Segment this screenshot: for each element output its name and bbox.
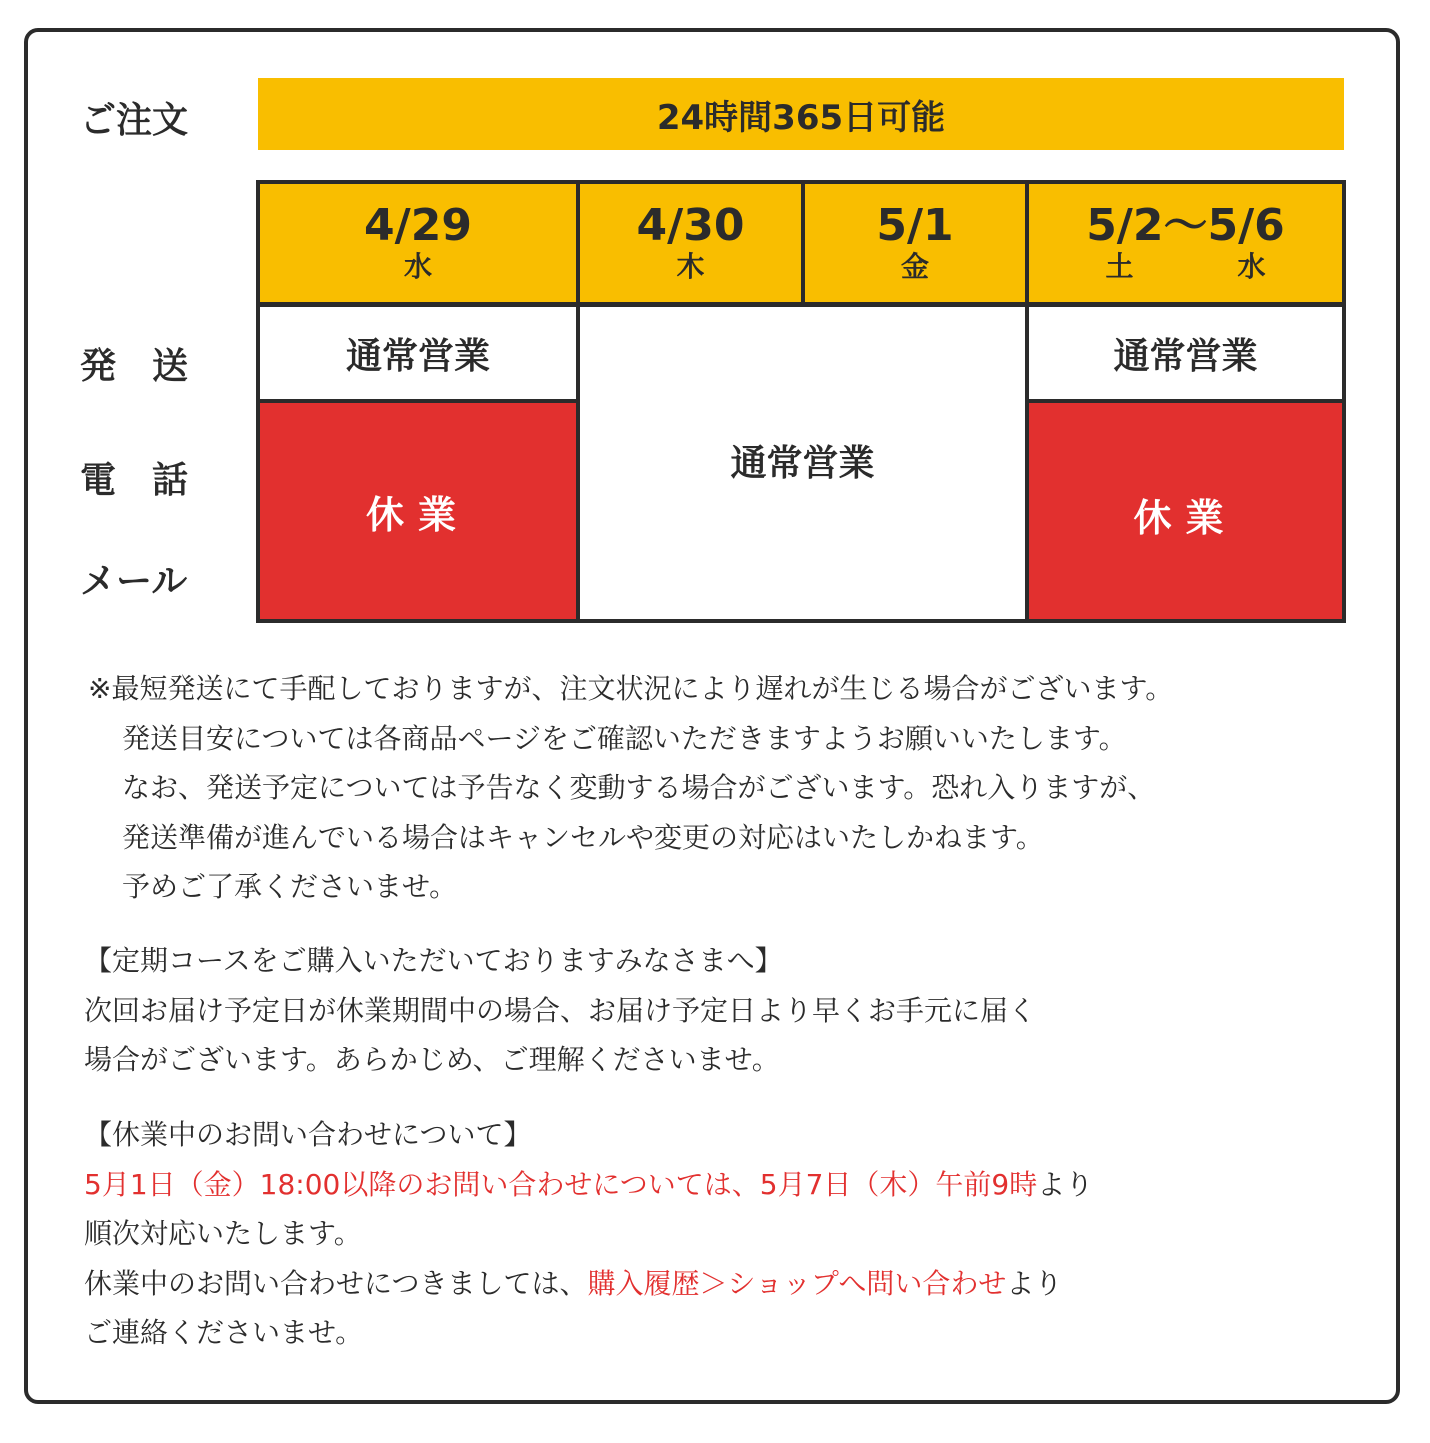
inquiry-heading: 【休業中のお問い合わせについて】 bbox=[84, 1118, 532, 1151]
note-line: 発送目安については各商品ページをご確認いただきますようお願いいたします。 bbox=[122, 721, 1127, 755]
status-text: 通常営業 bbox=[730, 443, 875, 484]
subscription-heading: 【定期コースをご購入いただいておりますみなさまへ】 bbox=[84, 944, 783, 977]
order-label: ご注文 bbox=[80, 100, 189, 141]
subscription-line: 場合がございます。あらかじめ、ご理解くださいませ。 bbox=[84, 1043, 780, 1076]
header-day-end: 水 bbox=[1237, 250, 1266, 283]
inquiry-contact-path: 購入履歴＞ショップへ問い合わせ bbox=[587, 1266, 1007, 1300]
header-date: 5/2〜5/6 bbox=[1086, 200, 1285, 251]
header-cell-0430 bbox=[580, 184, 801, 302]
status-text: 通常営業 bbox=[1113, 335, 1258, 377]
row-label-shipping: 発 送 bbox=[80, 346, 189, 387]
row-label-mail: メール bbox=[80, 561, 188, 602]
order-availability-text: 24時間365日可能 bbox=[656, 97, 946, 138]
note-line: 予めご了承くださいませ。 bbox=[122, 870, 458, 903]
shipping-notes bbox=[84, 664, 1173, 912]
closed-block-0502-0506 bbox=[1029, 403, 1342, 619]
note-line: なお、発送予定については予告なく変動する場合がございます。恐れ入りますが、 bbox=[122, 771, 1156, 804]
note-line: ※最短発送にて手配しておりますが、注文状況により遅れが生じる場合がございます。 bbox=[88, 672, 1174, 705]
inquiry-text: 休業中のお問い合わせにつきましては、 bbox=[84, 1266, 588, 1300]
header-cell-0502-0506 bbox=[1029, 184, 1342, 302]
inquiry-text: より bbox=[1037, 1167, 1094, 1201]
status-text: 休業 bbox=[365, 492, 470, 537]
status-text: 休業 bbox=[1133, 496, 1238, 540]
inquiry-notice bbox=[84, 1110, 1093, 1358]
normal-block-0430-0501 bbox=[580, 307, 1025, 619]
header-day: 水 bbox=[403, 250, 432, 283]
status-text: 通常営業 bbox=[345, 335, 490, 377]
header-day-range bbox=[1106, 250, 1266, 284]
header-date: 4/30 bbox=[636, 200, 745, 251]
inquiry-resume-date: 5月1日（金）18:00以降のお問い合わせについては、5月7日（木）午前9時 bbox=[84, 1167, 1038, 1201]
inquiry-line-3 bbox=[84, 1259, 1093, 1309]
order-availability-bar bbox=[258, 78, 1344, 150]
shipping-status-0502-0506 bbox=[1029, 307, 1342, 399]
schedule-table bbox=[256, 180, 1346, 623]
closed-block-0429 bbox=[260, 403, 576, 619]
header-day: 金 bbox=[900, 250, 929, 283]
header-cell-0501 bbox=[805, 184, 1025, 302]
subscription-notice bbox=[84, 936, 1036, 1085]
note-line: 発送準備が進んでいる場合はキャンセルや変更の対応はいたしかねます。 bbox=[122, 820, 1044, 854]
header-cell-0429 bbox=[260, 184, 576, 302]
row-label-phone: 電 話 bbox=[80, 460, 189, 501]
inquiry-line-2: 順次対応いたします。 bbox=[84, 1217, 362, 1250]
inquiry-text: より bbox=[1006, 1266, 1063, 1300]
subscription-line: 次回お届け予定日が休業期間中の場合、お届け予定日より早くお手元に届く bbox=[84, 993, 1037, 1027]
inquiry-line-1 bbox=[84, 1160, 1093, 1210]
header-day-start: 土 bbox=[1105, 250, 1134, 283]
header-day: 木 bbox=[676, 250, 705, 283]
shipping-status-0429 bbox=[260, 307, 576, 399]
header-date: 5/1 bbox=[876, 200, 954, 251]
header-date: 4/29 bbox=[364, 200, 472, 251]
inquiry-line-4: ご連絡くださいませ。 bbox=[84, 1316, 364, 1349]
